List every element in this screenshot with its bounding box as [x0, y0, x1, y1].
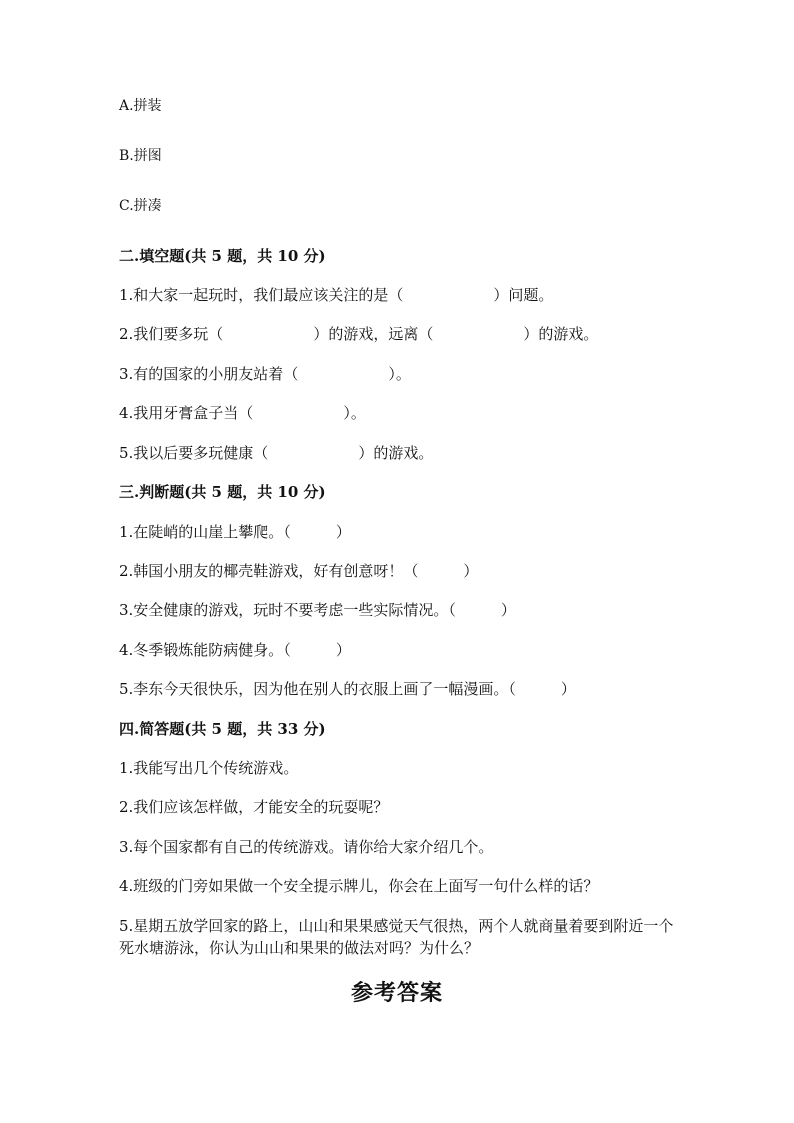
section-heading-true-false: 三.判断题(共 5 题，共 10 分): [119, 483, 326, 501]
question-item: 1.我能写出几个传统游戏。: [119, 759, 299, 777]
answer-title: 参考答案: [350, 980, 443, 1006]
question-item: 4.班级的门旁如果做一个安全提示牌儿，你会在上面写一句什么样的话？: [119, 877, 599, 895]
question-item: 4.冬季锻炼能防病健身。（ ）: [119, 641, 351, 659]
section-heading-short-answer: 四.简答题(共 5 题，共 33 分): [119, 720, 326, 738]
question-item: 2.我们要多玩（ ）的游戏，远离（ ）的游戏。: [119, 325, 599, 343]
question-item: 4.我用牙膏盒子当（ ）。: [119, 404, 366, 422]
section-heading-fill-blank: 二.填空题(共 5 题，共 10 分): [119, 247, 326, 265]
question-item: 5.我以后要多玩健康（ ）的游戏。: [119, 444, 434, 462]
question-item: 3.安全健康的游戏，玩时不要考虑一些实际情况。（ ）: [119, 601, 516, 619]
option-c: C.拼凑: [119, 198, 162, 214]
question-item: 5.李东今天很快乐，因为他在别人的衣服上画了一幅漫画。（ ）: [119, 680, 576, 698]
option-b: B.拼图: [119, 148, 162, 164]
question-item: 2.我们应该怎样做，才能安全的玩耍呢？: [119, 798, 389, 816]
question-item: 1.和大家一起玩时，我们最应该关注的是（ ）问题。: [119, 286, 554, 304]
question-item: 3.有的国家的小朋友站着（ ）。: [119, 365, 411, 383]
option-a: A.拼装: [119, 98, 162, 114]
question-item: 5.星期五放学回家的路上，山山和果果感觉天气很热，两个人就商量着要到附近一个死水塘游泳，你认为山山和果果的做法对吗？为什么？: [119, 917, 674, 957]
question-item: 2.韩国小朋友的椰壳鞋游戏，好有创意呀！（ ）: [119, 562, 479, 580]
question-item: 1.在陡峭的山崖上攀爬。（ ）: [119, 523, 351, 541]
question-item: 3.每个国家都有自己的传统游戏。请你给大家介绍几个。: [119, 838, 494, 856]
